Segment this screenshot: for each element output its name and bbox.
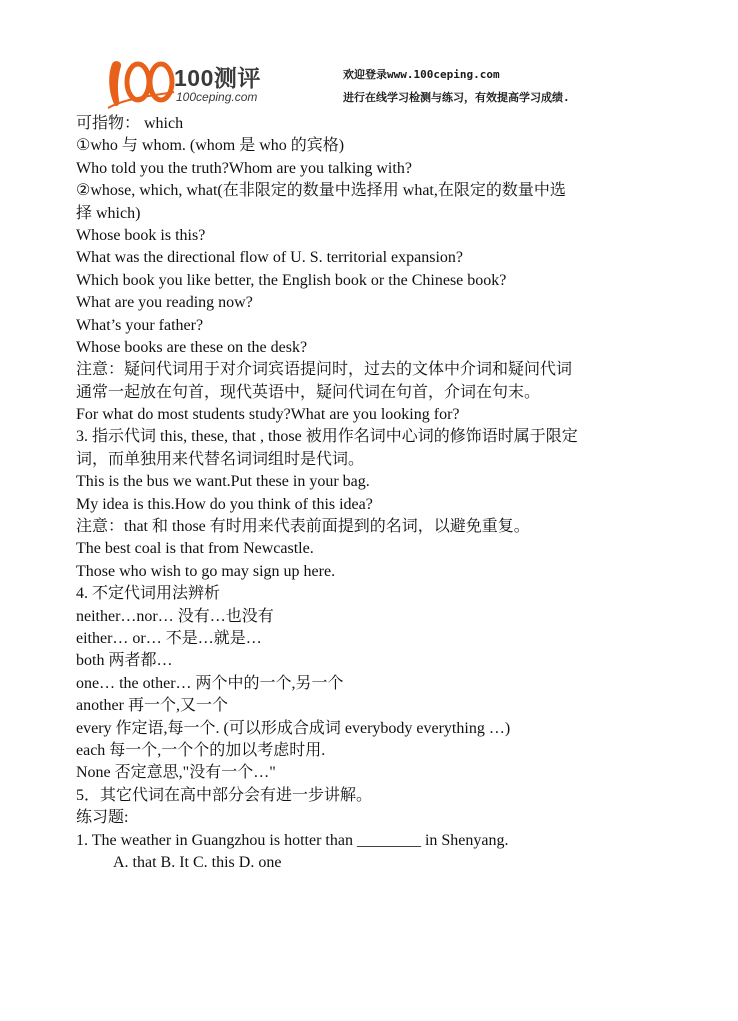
text-line: 可指物： which: [76, 115, 184, 132]
text-line: My idea is this.How do you think of this idea?: [76, 495, 373, 513]
text-line: Who told you the truth?Whom are you talking with?: [76, 159, 412, 177]
text-line: What’s your father?: [76, 316, 204, 334]
text-line: This is the bus we want.Put these in your bag.: [76, 473, 370, 491]
document-body: [76, 113, 676, 874]
logo-mark-icon: [106, 56, 176, 112]
text-line: ②whose, which, what(在非限定的数量中选择用 what,在限定的数量中选: [76, 182, 566, 200]
text-line: 词，而单独用来代替名词词组时是代词。: [76, 450, 365, 468]
text-line: None 否定意思,"没有一个…": [76, 764, 276, 782]
text-line: Those who wish to go may sign up here.: [76, 562, 336, 580]
page-header: [0, 0, 738, 112]
text-line: Which book you like better, the English book or the Chinese book?: [76, 271, 507, 289]
text-line: 3. 指示代词 this, these, that , those 被用作名词中心词的修饰语时属于限定: [76, 428, 578, 446]
logo-brand: 100测评: [174, 65, 261, 91]
text-line: either… or… 不是…就是…: [76, 629, 262, 647]
text-line: For what do most students study?What are you looking for?: [76, 406, 460, 424]
text-line: 4. 不定代词用法辨析: [76, 585, 221, 603]
text-line: one… the other… 两个中的一个,另一个: [76, 674, 344, 692]
answer-options: A. that B. It C. this D. one: [113, 853, 282, 871]
header-tagline-welcome: 欢迎登录www.100ceping.com: [343, 68, 500, 81]
text-line: neither…nor… 没有…也没有: [76, 607, 274, 625]
text-line: ①who 与 whom. (whom 是 who 的宾格): [76, 137, 345, 155]
text-line: 注意：that 和 those 有时用来代表前面提到的名词，以避免重复。: [76, 518, 530, 536]
header-tagline-slogan: 进行在线学习检测与练习，有效提高学习成绩.: [343, 91, 570, 104]
text-line: Whose books are these on the desk?: [76, 338, 308, 356]
text-line: The best coal is that from Newcastle.: [76, 540, 314, 558]
logo-url: 100ceping.com: [176, 90, 258, 104]
text-line: 择 which): [76, 204, 141, 222]
text-line: 5．其它代词在高中部分会有进一步讲解。: [76, 786, 373, 804]
text-line: both 两者都…: [76, 652, 173, 670]
text-line: What was the directional flow of U. S. territorial expansion?: [76, 249, 463, 267]
question-text: 1. The weather in Guangzhou is hotter than ________ in Shenyang.: [76, 831, 509, 849]
text-line: another 再一个,又一个: [76, 697, 228, 715]
text-line: 通常一起放在句首，现代英语中，疑问代词在句首，介词在句末。: [76, 383, 541, 401]
text-line: every 作定语,每一个. (可以形成合成词 everybody everything …): [76, 719, 511, 737]
text-line: 注意：疑问代词用于对介词宾语提问时，过去的文体中介词和疑问代词: [76, 361, 573, 379]
text-line: What are you reading now?: [76, 294, 253, 312]
logo: [106, 56, 286, 112]
text-line: 练习题:: [76, 809, 129, 827]
text-line: each 每一个,一个个的加以考虑时用.: [76, 741, 326, 759]
text-line: Whose book is this?: [76, 226, 206, 244]
